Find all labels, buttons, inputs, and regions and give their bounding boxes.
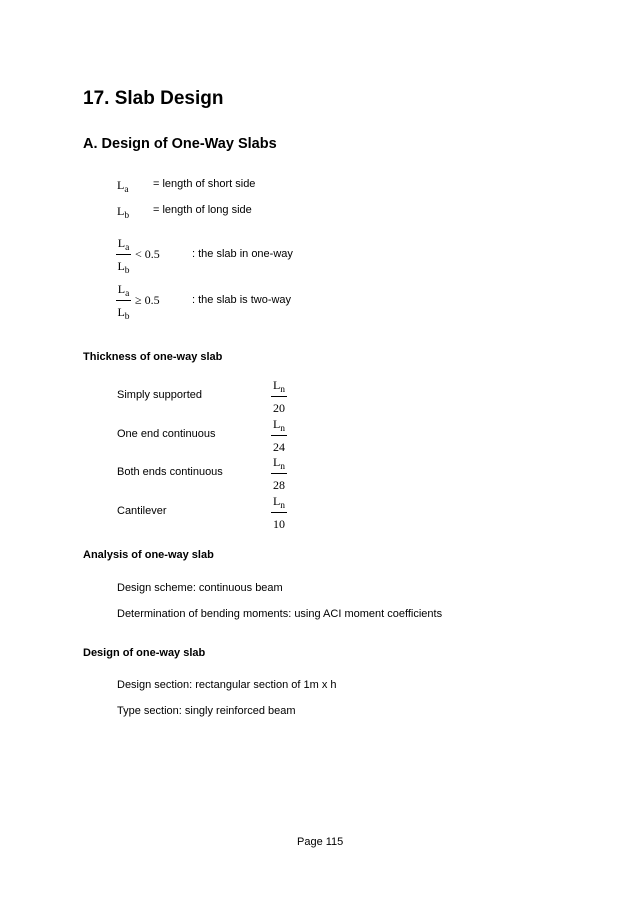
ratio-fraction: $L_a$ $L_b$	[117, 282, 130, 322]
thickness-fraction: $L_n$ 20	[272, 378, 286, 415]
ratio-relation: ≥ 0.5	[135, 293, 160, 307]
definition-lb: = length of long side	[153, 204, 252, 216]
thickness-heading: Thickness of one-way slab	[83, 351, 223, 363]
design-line: Design section: rectangular section of 1m x h	[117, 679, 337, 691]
analysis-line: Determination of bending moments: using ACI moment coefficients	[117, 608, 443, 620]
condition-text: : the slab is two-way	[192, 294, 292, 306]
thickness-fraction: $L_n$ 28	[272, 455, 286, 492]
analysis-heading: Analysis of one-way slab	[83, 549, 214, 561]
support-label: Simply supported	[117, 389, 202, 401]
section-heading: A. Design of One-Way Slabs	[83, 136, 277, 152]
thickness-fraction: $L_n$ 10	[272, 494, 286, 531]
support-label: Both ends continuous	[117, 466, 223, 478]
support-label: One end continuous	[117, 428, 216, 440]
condition-text: : the slab in one-way	[192, 248, 293, 260]
design-heading: Design of one-way slab	[83, 647, 206, 659]
definition-la: = length of short side	[153, 178, 256, 190]
analysis-line: Design scheme: continuous beam	[117, 582, 283, 594]
page-title: 17. Slab Design	[83, 88, 224, 109]
symbol-la: $L_a$	[117, 178, 129, 195]
design-line: Type section: singly reinforced beam	[117, 705, 296, 717]
ratio-relation: < 0.5	[135, 247, 160, 261]
symbol-lb: $L_b$	[117, 204, 130, 221]
thickness-fraction: $L_n$ 24	[272, 417, 286, 454]
page-number: Page 115	[297, 836, 344, 848]
support-label: Cantilever	[117, 505, 167, 517]
ratio-fraction: $L_a$ $L_b$	[117, 236, 130, 276]
